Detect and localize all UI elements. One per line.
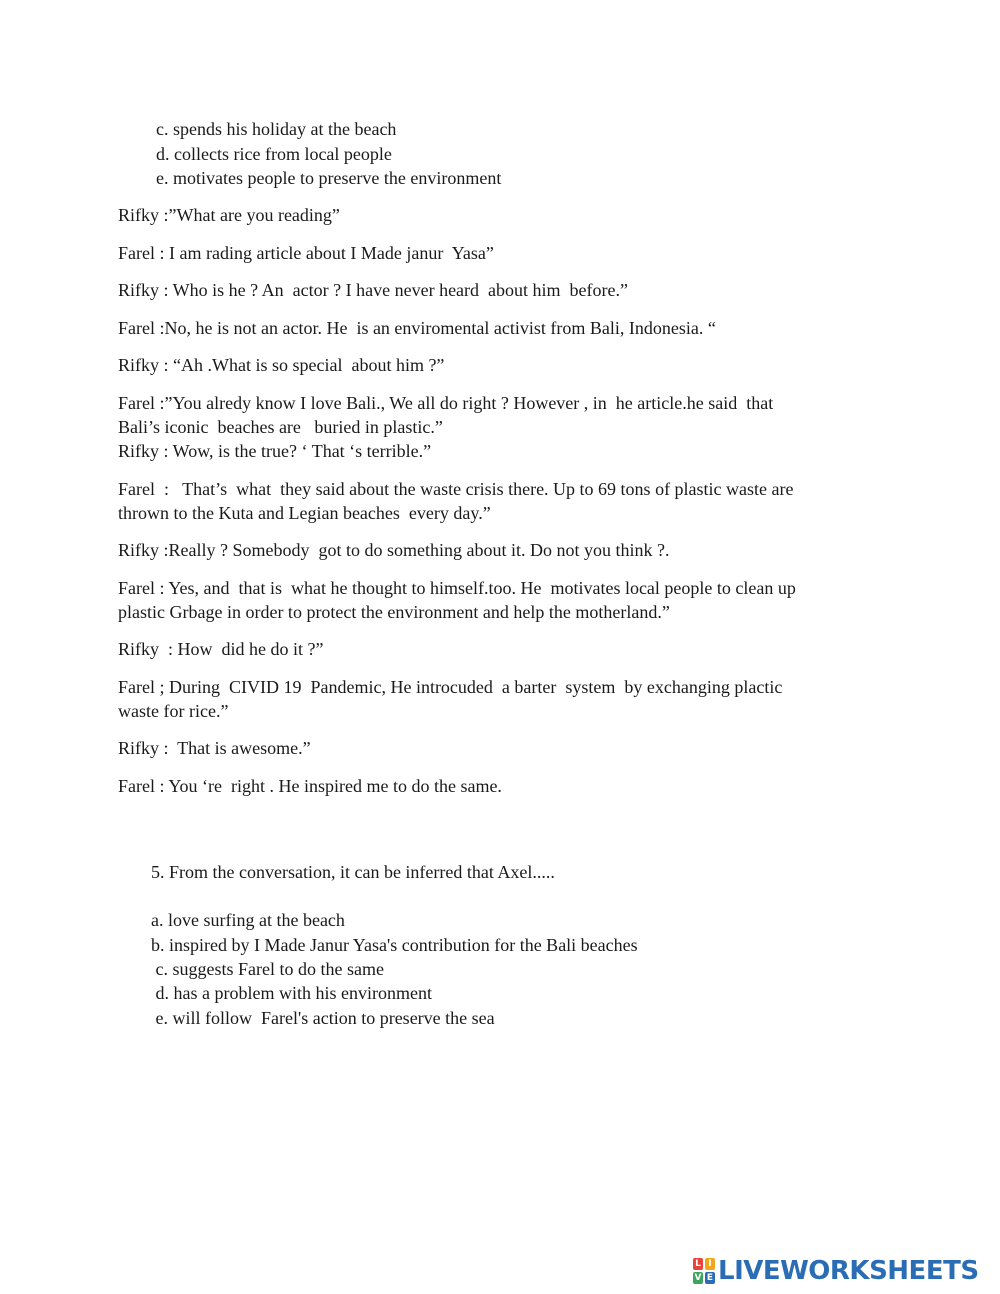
- dialogue-line-16: waste for rice.”: [118, 701, 229, 721]
- option-d-top: d. collects rice from local people: [156, 144, 392, 164]
- dialogue-line-17: Rifky : That is awesome.”: [118, 738, 311, 758]
- dialogue-line-4: Farel :No, he is not an actor. He is an enviromental activist from Bali, Indonesia. “: [118, 318, 716, 338]
- logo-badge-letter: V: [694, 1273, 702, 1283]
- dialogue-line-14: Rifky : How did he do it ?”: [118, 639, 324, 659]
- dialogue-line-11: Rifky :Really ? Somebody got to do something about it. Do not you think ?.: [118, 540, 670, 560]
- question-5-option-e: e. will follow Farel's action to preserve the sea: [151, 1008, 495, 1028]
- dialogue-line-10: thrown to the Kuta and Legian beaches every day.”: [118, 503, 491, 523]
- logo-badge-letter: I: [705, 1258, 715, 1270]
- option-c-top: c. spends his holiday at the beach: [156, 119, 397, 139]
- dialogue-line-18: Farel : You ‘re right . He inspired me to do the same.: [118, 776, 502, 796]
- logo-badge-letter: E: [706, 1273, 714, 1283]
- question-5-option-c: c. suggests Farel to do the same: [151, 959, 384, 979]
- question-5-option-d: d. has a problem with his environment: [151, 983, 432, 1003]
- dialogue-line-3: Rifky : Who is he ? An actor ? I have never heard about him before.”: [118, 280, 628, 300]
- dialogue-line-9: Farel : That’s what they said about the waste crisis there. Up to 69 tons of plastic waste are: [118, 479, 794, 499]
- logo-text: LIVEWORKSHEETS: [718, 1256, 979, 1286]
- question-5-option-b: b. inspired by I Made Janur Yasa's contribution for the Bali beaches: [151, 935, 638, 955]
- logo-badge-letter: L: [693, 1258, 703, 1270]
- dialogue-line-15: Farel ; During CIVID 19 Pandemic, He introcuded a barter system by exchanging plactic: [118, 677, 783, 697]
- dialogue-line-13: plastic Grbage in order to protect the environment and help the motherland.”: [118, 602, 670, 622]
- question-5-prompt: 5. From the conversation, it can be inferred that Axel.....: [151, 862, 555, 882]
- question-5-option-a: a. love surfing at the beach: [151, 910, 345, 930]
- dialogue-line-6: Farel :”You alredy know I love Bali., We all do right ? However , in he article.he said that: [118, 393, 774, 413]
- dialogue-line-5: Rifky : “Ah .What is so special about him ?”: [118, 355, 445, 375]
- dialogue-line-7: Bali’s iconic beaches are buried in plastic.”: [118, 417, 443, 437]
- dialogue-line-12: Farel : Yes, and that is what he thought to himself.too. He motivates local people to clean up: [118, 578, 796, 598]
- liveworksheets-logo: [693, 1256, 979, 1286]
- dialogue-line-2: Farel : I am rading article about I Made janur Yasa”: [118, 243, 494, 263]
- dialogue-line-1: Rifky :”What are you reading”: [118, 205, 340, 225]
- dialogue-line-8: Rifky : Wow, is the true? ‘ That ‘s terrible.”: [118, 441, 432, 461]
- logo-badge-icon: [693, 1258, 715, 1284]
- option-e-top: e. motivates people to preserve the environment: [156, 168, 502, 188]
